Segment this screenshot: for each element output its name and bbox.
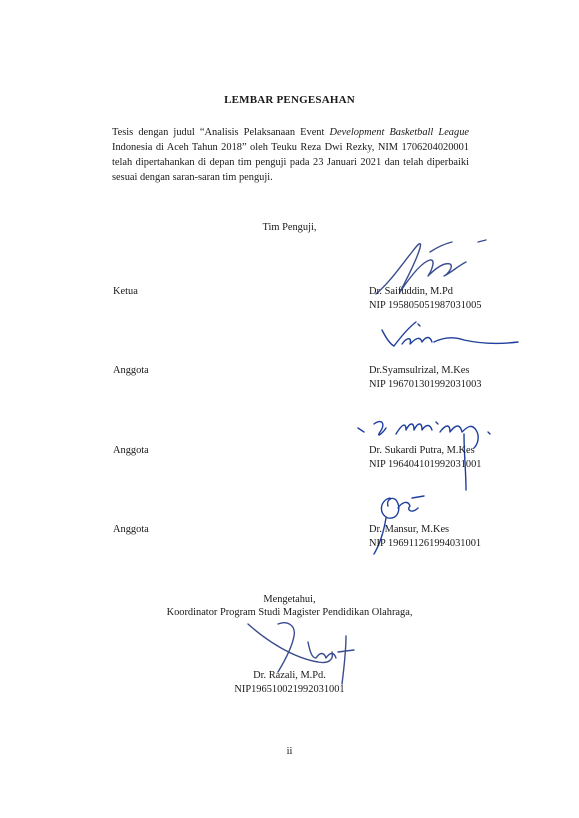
signer-name: Dr. Saifuddin, M.Pd <box>369 286 453 297</box>
committee-heading: Tim Penguji, <box>262 222 317 233</box>
approval-name: Dr. Razali, M.Pd. <box>253 670 326 681</box>
signer-name: Dr. Sukardi Putra, M.Kes <box>369 445 475 456</box>
page-number: ii <box>286 746 293 757</box>
statement-italic-title: Development Basketball League <box>329 127 470 138</box>
signature-anggota-1 <box>372 316 522 352</box>
signer-nip: NIP 195805051987031005 <box>369 300 482 311</box>
role-anggota-2: Anggota <box>113 445 149 456</box>
document-title: LEMBAR PENGESAHAN <box>224 94 355 106</box>
signer-anggota-3 <box>369 523 481 551</box>
approval-heading: Mengetahui, <box>263 594 316 605</box>
signer-nip: NIP 196404101992031001 <box>369 459 482 470</box>
role-ketua: Ketua <box>113 286 138 297</box>
signer-name: Dr. Mansur, M.Kes <box>369 524 450 535</box>
signer-nip: NIP 196911261994031001 <box>369 538 482 549</box>
statement-part-1: Tesis dengan judul “Analisis Pelaksanaan Event <box>112 127 330 138</box>
signer-name: Dr.Syamsulrizal, M.Kes <box>369 365 470 376</box>
role-anggota-3: Anggota <box>113 524 149 535</box>
signer-anggota-2 <box>369 444 481 472</box>
signer-ketua <box>369 285 481 313</box>
approval-nip: NIP196510021992031001 <box>234 684 345 695</box>
signer-anggota-1 <box>369 364 481 392</box>
signer-nip: NIP 196701301992031003 <box>369 379 482 390</box>
thesis-statement <box>112 125 469 185</box>
approval-position: Koordinator Program Studi Magister Pendidikan Olahraga, <box>166 607 413 618</box>
role-anggota-1: Anggota <box>113 365 149 376</box>
statement-part-2: Indonesia di Aceh Tahun 2018” oleh Teuku Reza Dwi Rezky, NIM 1706204020001 telah dipertahankan di depan tim penguji pada 23 Januari 2021 dan telah diperbaiki sesuai dengan saran-saran tim penguji. <box>112 142 469 183</box>
